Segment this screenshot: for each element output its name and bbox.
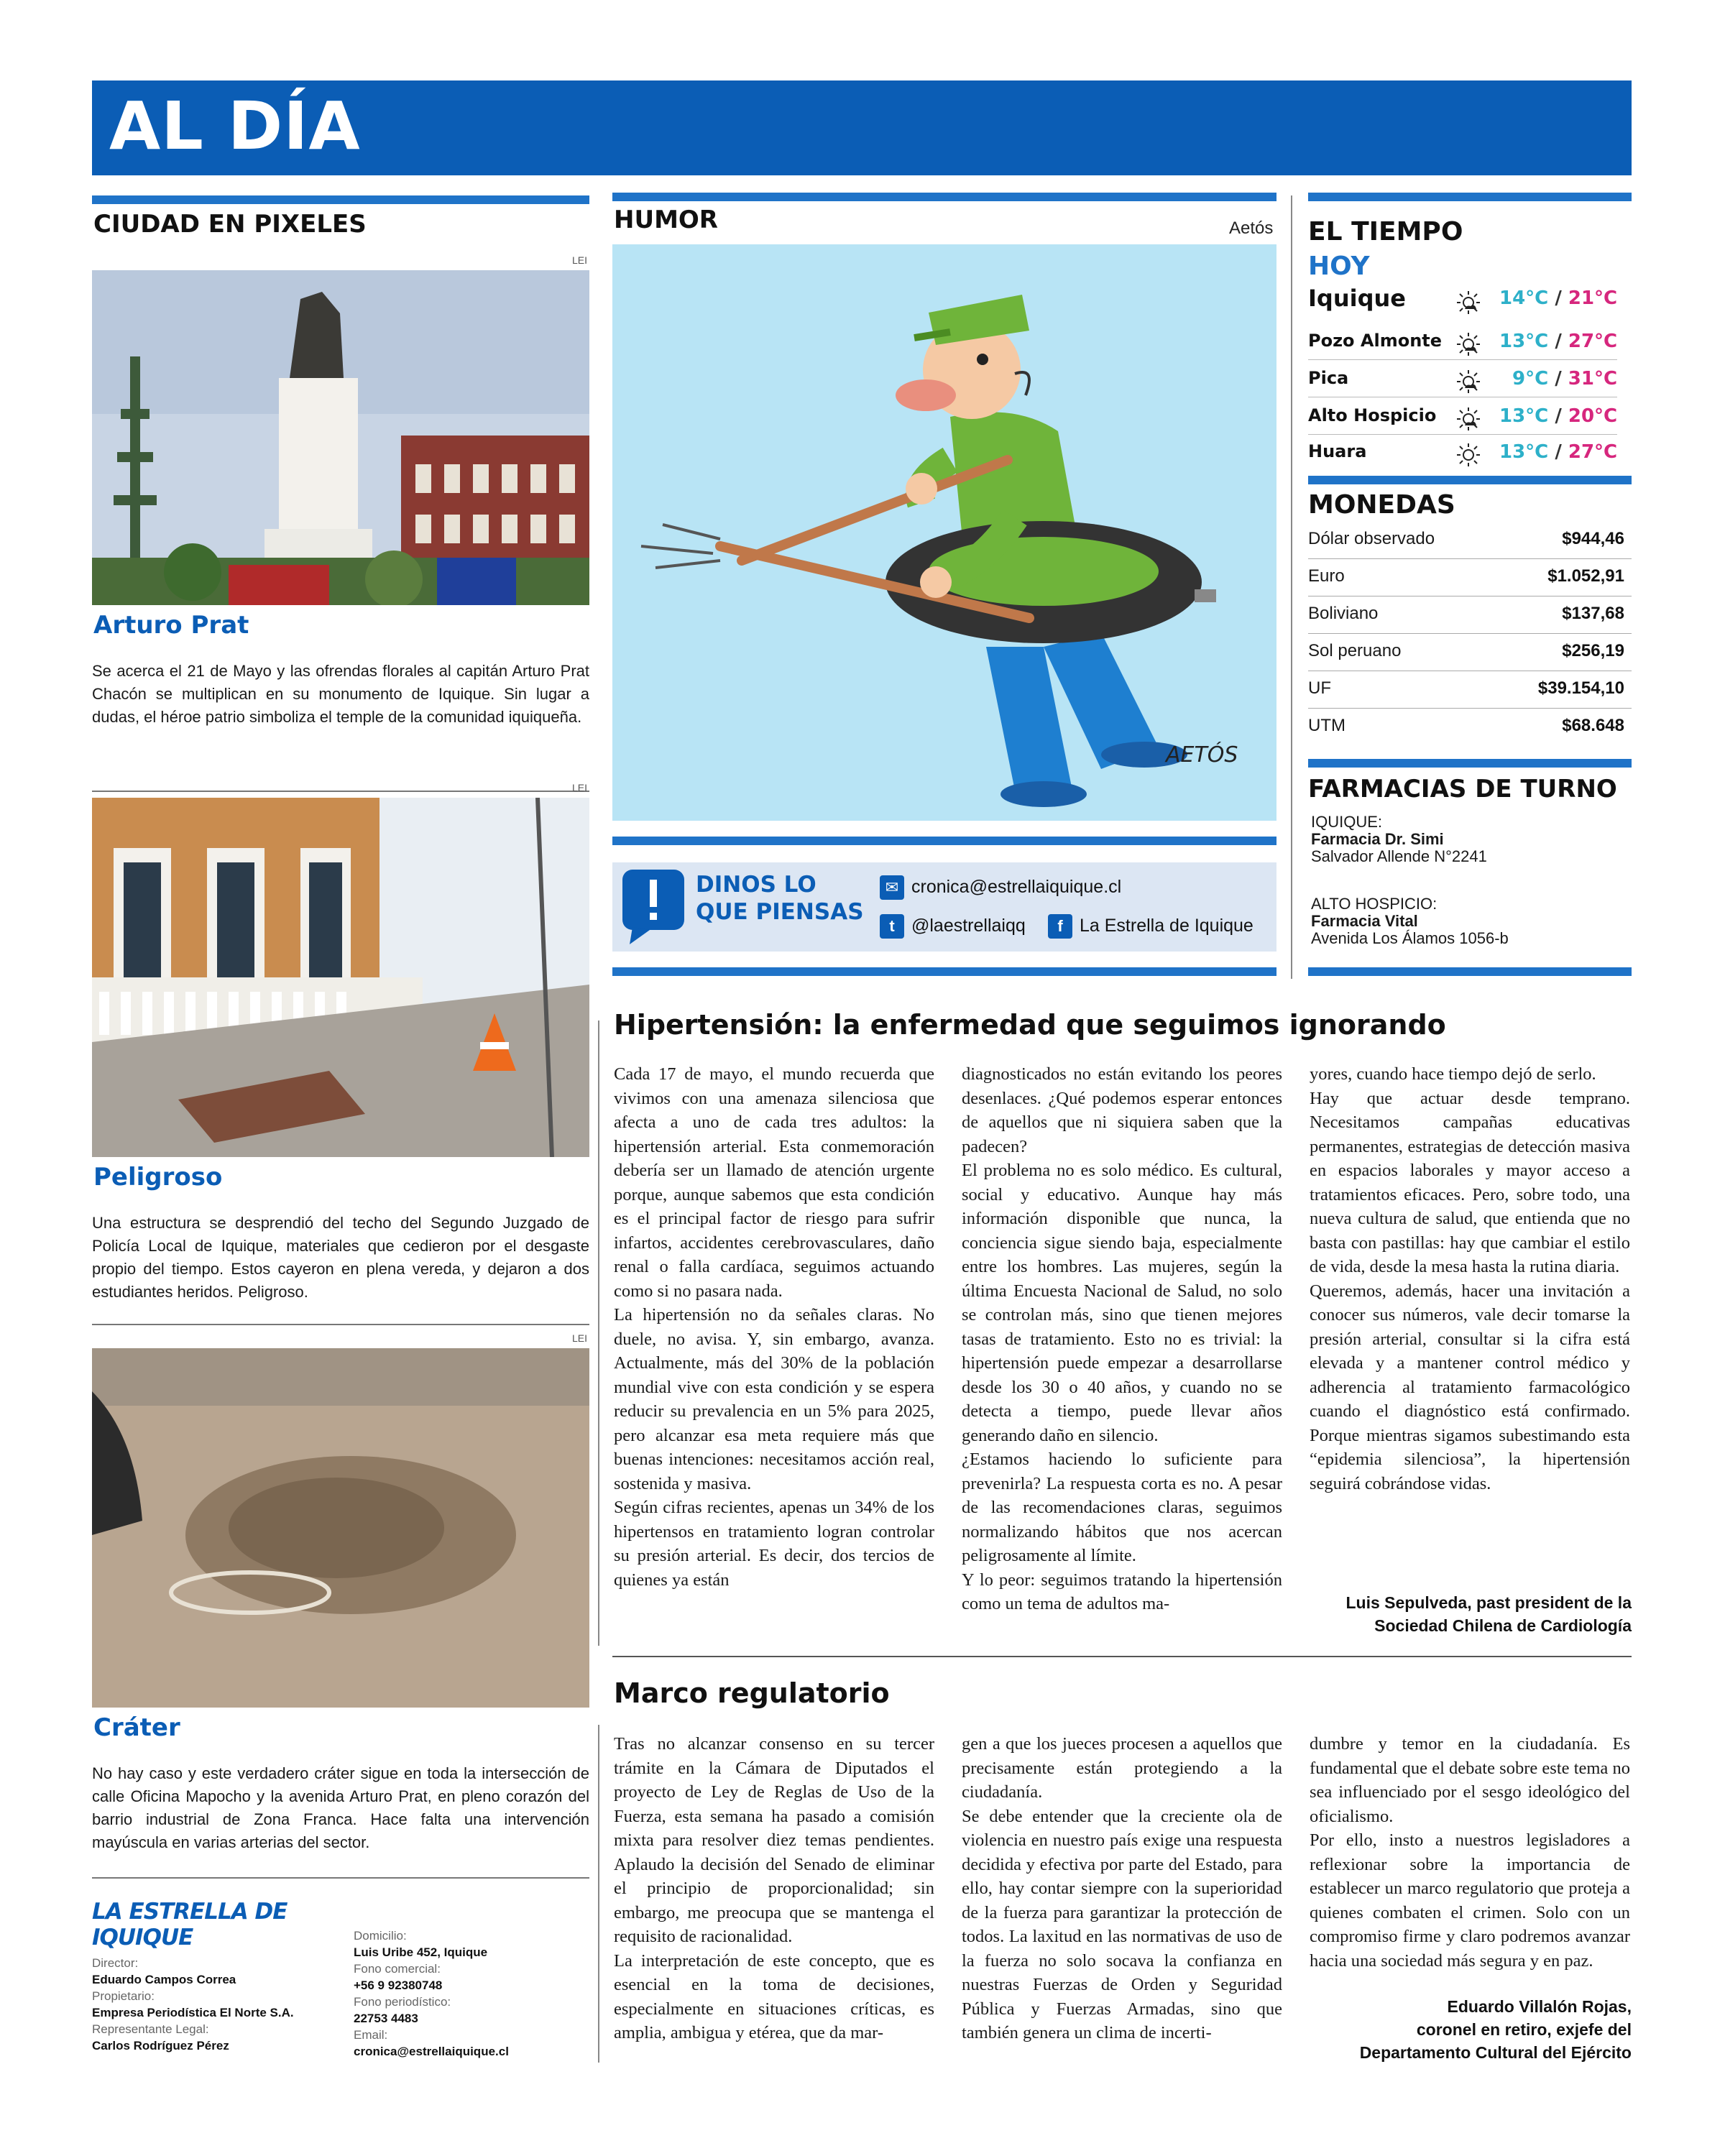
section-rule: [1308, 476, 1632, 484]
masthead-email[interactable]: cronica@estrellaiquique.cl: [354, 2045, 509, 2058]
facebook-icon: f: [1048, 914, 1072, 939]
masthead-label: Director:: [92, 1956, 139, 1970]
currency-row: Euro $1.052,91: [1308, 559, 1632, 596]
contact-box: [612, 862, 1276, 952]
section-rule: [1308, 967, 1632, 976]
humor-cartoon: [612, 244, 1276, 821]
partly-sunny-icon: [1456, 369, 1481, 394]
page-title: AL DÍA: [109, 88, 361, 165]
contact-email[interactable]: cronica@estrellaiquique.cl: [911, 877, 1122, 897]
partly-sunny-icon: [1456, 290, 1481, 315]
article-column: diagnosticados no están evitando los peores desenlaces. ¿Qué podemos esperar entonces de aquellos que ni siquiera saben que la padecen? El problema no es solo médico. Es cultural, social y educativo. Aunque hay más información disponible que nunca, la conciencia sigue siendo baja, especialmente entre los hombres. Las mujeres, según la última Encuesta Nacional de Salud, no solo se controlan más, sino que tienen mejores tasas de tratamiento. Esto no es trivial: la hipertensión puede empezar a desarrollarse desde los 30 o 40 años, y cuando no se detecta a tiempo, puede llevar años generando daño en silencio. ¿Estamos haciendo lo suficiente para prevenirla? La respuesta corta es no. A pesar de las recomendaciones claras, seguimos normalizando hábitos que nos acercan peligrosamente al límite. Y lo peor: seguimos tratando la hipertensión como un tema de adultos ma-: [962, 1064, 1282, 1613]
article-column: gen a que los jueces procesen a aquellos que precisamente están protegiendo a la ciudadanía. Se debe entender que la creciente ola de violencia en nuestro país exige una respuesta decidida y efectiva por parte del Estado, para ello, hay contar siempre con la superioridad de la fuerza para garantizar la protección de todos. La laxitud en las normativas de uso de la fuerza no solo socava la confianza en nuestras Fuerzas de Orden y Seguridad Pública y Fuerzas Armadas, sino que también genera un clima de incerti-: [962, 1734, 1282, 2042]
photo-arturo-prat: [92, 270, 589, 605]
currency-row: Dólar observado $944,46: [1308, 522, 1632, 559]
weather-city: Pozo Almonte: [1308, 331, 1443, 351]
divider: [92, 1877, 589, 1879]
photo-credit: LEI: [572, 254, 588, 266]
photo-credit: LEI: [572, 782, 588, 793]
weather-city: Pica: [1308, 368, 1349, 388]
divider: [92, 1324, 589, 1325]
contact-facebook[interactable]: La Estrella de Iquique: [1080, 916, 1254, 936]
masthead-owner: Empresa Periodística El Norte S.A.: [92, 2006, 294, 2019]
today-label: HOY: [1308, 252, 1370, 281]
caption-title: Cráter: [93, 1713, 180, 1742]
caption-text: No hay caso y este verdadero cráter sigue en toda la intersección de calle Oficina Mapocho y la avenida Arturo Prat, en pleno corazón del barrio industrial de Zona Franca. Hace falta una intervención mayúscula en varias arterias del sector.: [92, 1764, 589, 1851]
caption-title: Arturo Prat: [93, 611, 249, 640]
weather-temps: 9°C / 31°C: [1512, 368, 1618, 390]
article-title: Marco regulatorio: [614, 1677, 890, 1709]
weather-temps: 14°C / 21°C: [1499, 287, 1618, 309]
photo-peligroso: [92, 798, 589, 1157]
twitter-icon: t: [880, 914, 904, 939]
masthead-director: Eduardo Campos Correa: [92, 1973, 236, 1986]
divider: [1308, 359, 1617, 360]
caption-text: Una estructura se desprendió del techo del Segundo Juzgado de Policía Local de Iquique, materiales que cedieron por el desgaste propio del tiempo. Estos cayeron en plena vereda, y dejaron a dos estudiantes heridos. Peligroso.: [92, 1214, 589, 1301]
article-column: yores, cuando hace tiempo dejó de serlo. Hay que actuar desde temprano. Necesitamos campañas educativas permanentes, estrategias de detección masiva en espacios laborales y mayor acceso a tratamientos eficaces. Pero, sobre todo, una nueva cultura de salud, que entienda que no basta con pastillas: hay que cambiar el estilo de vida, desde la mesa hasta la rutina diaria. Queremos, además, hacer una invitación a conocer sus números, vale decir tomarse la presión arterial, consultar si la cifra está elevada y a mantener control médico y adherencia al tratamiento farmacológico cuando el diagnóstico está confirmado. Porque mientras sigamos subestimando esta “epidemia silenciosa”, la hipertensión seguirá cobrándose vidas.: [1310, 1064, 1630, 1493]
section-header-band: [92, 80, 1632, 175]
masthead-label: Email:: [354, 2028, 388, 2042]
masthead-label: Fono comercial:: [354, 1962, 441, 1976]
divider: [612, 1656, 1632, 1657]
masthead-address: Luis Uribe 452, Iquique: [354, 1945, 488, 1959]
divider: [92, 791, 589, 792]
currency-row: Sol peruano $256,19: [1308, 634, 1632, 671]
article-signature: Eduardo Villalón Rojas, coronel en retiro, exjefe del Departamento Cultural del Ejército: [1359, 1997, 1632, 2062]
farmacias-section-title: FARMACIAS DE TURNO: [1308, 775, 1617, 803]
pharmacy-entry: ALTO HOSPICIO: Farmacia Vital Avenida Los Álamos 1056-b: [1311, 895, 1509, 947]
article-title: Hipertensión: la enfermedad que seguimos ignorando: [614, 1009, 1446, 1041]
weather-city: Huara: [1308, 441, 1367, 461]
pharmacy-entry: IQUIQUE: Farmacia Dr. Simi Salvador Allende N°2241: [1311, 813, 1487, 865]
humor-section-title: HUMOR: [614, 206, 718, 234]
photo-crater: [92, 1348, 589, 1708]
ciudad-section-title: CIUDAD EN PIXELES: [93, 210, 367, 239]
masthead-label: Fono periodístico:: [354, 1995, 451, 2009]
newspaper-logo: LA ESTRELLA DE IQUIQUE: [92, 1899, 288, 1950]
exclamation-speech-icon: [622, 870, 684, 944]
caption-text: Se acerca el 21 de Mayo y las ofrendas florales al capitán Arturo Prat Chacón se multiplican en su monumento de Iquique. Sin lugar a dudas, el héroe patrio simboliza el temple de la comunidad iquiqueña.: [92, 662, 589, 726]
weather-temps: 13°C / 27°C: [1499, 441, 1618, 463]
article-column: dumbre y temor en la ciudadanía. Es fundamental que el debate sobre este tema no sea influenciado por el sesgo ideológico del oficialismo. Por ello, insto a nuestros legisladores a reflexionar sobre la importancia de establecer un marco regulatorio que proteja a quienes combaten el crimen. Solo con un compromiso firme y claro podremos avanzar hacia una sociedad más segura y en paz.: [1310, 1734, 1630, 1971]
monedas-section-title: MONEDAS: [1308, 490, 1455, 520]
contact-box-title: DINOS LO QUE PIENSAS: [696, 872, 864, 925]
section-rule: [1308, 759, 1632, 768]
sunny-icon: [1456, 443, 1481, 467]
section-rule: [612, 837, 1276, 845]
column-divider: [598, 1725, 599, 2063]
article-column: Tras no alcanzar consenso en su tercer trámite en la Cámara de Diputados el proyecto de Ley de Reglas de Uso de la Fuerza, esta semana ha pasado a comisión mixta para resolver diez temas pendientes. Aplaudo la decisión del Senado de eliminar el principio de proporcionalidad; sin embargo, me preocupa que se mantenga el requisito de racionalidad. La interpretación de este concepto, que es esencial en la toma de decisiones, especialmente en situaciones críticas, es amplia, ambigua y etérea, que da mar-: [614, 1734, 934, 2042]
weather-temps: 13°C / 20°C: [1499, 405, 1618, 427]
section-rule: [612, 967, 1276, 976]
column-divider: [1291, 195, 1292, 979]
masthead-label: Representante Legal:: [92, 2022, 209, 2036]
divider: [1308, 434, 1617, 435]
column-divider: [598, 1021, 599, 1646]
masthead-commercial-phone: +56 9 92380748: [354, 1978, 443, 1992]
email-icon: ✉: [880, 875, 904, 900]
weather-city: Iquique: [1308, 285, 1406, 312]
masthead-legal: Carlos Rodríguez Pérez: [92, 2039, 229, 2053]
weather-temps: 13°C / 27°C: [1499, 331, 1618, 352]
photo-credit: LEI: [572, 1332, 588, 1344]
cartoon-signature: AETÓS: [1166, 742, 1238, 768]
currency-row: UTM $68.648: [1308, 716, 1624, 735]
partly-sunny-icon: [1456, 407, 1481, 431]
currency-row: Boliviano $137,68: [1308, 596, 1632, 634]
contact-twitter[interactable]: @laestrellaiqq: [911, 916, 1026, 936]
masthead-label: Domicilio:: [354, 1929, 407, 1943]
cartoon-author: Aetós: [1229, 218, 1274, 238]
tiempo-section-title: EL TIEMPO: [1308, 217, 1463, 247]
section-rule: [1308, 193, 1632, 201]
masthead-newsroom-phone: 22753 4483: [354, 2012, 418, 2025]
section-rule: [92, 195, 589, 204]
currency-row: UF $39.154,10: [1308, 671, 1632, 709]
section-rule: [612, 193, 1276, 201]
article-signature: Luis Sepulveda, past president de la Sociedad Chilena de Cardiología: [1346, 1593, 1632, 1635]
partly-sunny-icon: [1456, 332, 1481, 356]
masthead-label: Propietario:: [92, 1989, 155, 2003]
caption-title: Peligroso: [93, 1163, 223, 1192]
weather-city: Alto Hospicio: [1308, 405, 1437, 425]
article-column: Cada 17 de mayo, el mundo recuerda que vivimos con una amenaza silenciosa que afecta a uno de cada tres adultos: la hipertensión arterial. Esta conmemoración debería ser un llamado de atención urgente porque, aunque sabemos que esta condición es el principal factor de riesgo para sufrir infartos, accidentes cerebrovasculares, daño renal o falla cardíaca, seguimos actuando como si no pasara nada. La hipertensión no da señales claras. No duele, no avisa. Y, sin embargo, avanza. Actualmente, más del 30% de la población mundial vive con esta condición y se espera reducir su prevalencia en un 5% para 2025, pero alcanzar esa meta requiere más que buenas intenciones: necesitamos acción real, sostenida y masiva. Según cifras recientes, apenas un 34% de los hipertensos en tratamiento logran controlar su presión arterial. Es decir, dos tercios de quienes ya están: [614, 1064, 934, 1590]
